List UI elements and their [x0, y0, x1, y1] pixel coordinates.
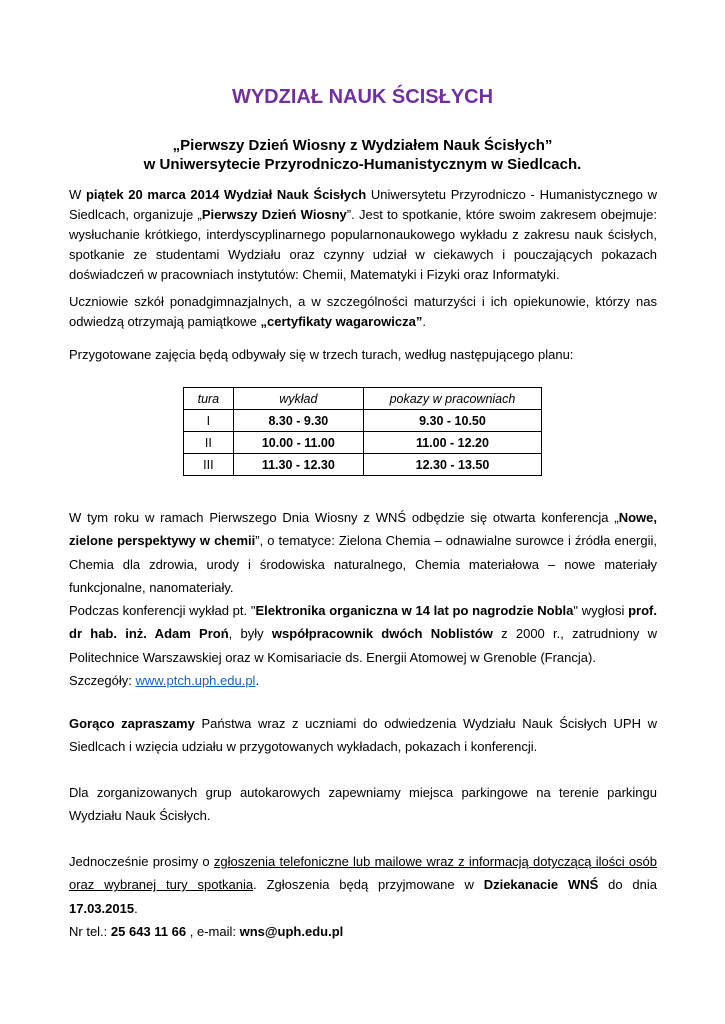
- text: do dnia: [598, 877, 658, 893]
- website-link[interactable]: www.ptch.uph.edu.pl: [135, 673, 256, 689]
- text: , e-mail:: [186, 923, 240, 939]
- cell-pokazy: 11.00 - 12.20: [363, 432, 541, 454]
- text: Uniwersytetu Przyrodniczo - Humanistycznego w Siedlcach, organizuje „: [69, 187, 657, 222]
- certificate-name: „certyfikaty wagarowicza”: [260, 314, 423, 329]
- table-header-row: [184, 388, 542, 410]
- conference-intro: [69, 506, 657, 599]
- event-name: Pierwszy Dzień Wiosny: [201, 207, 347, 222]
- conference-title: Nowe, zielone perspektywy w chemii: [69, 510, 657, 549]
- cell-pokazy: 9.30 - 10.50: [363, 410, 541, 432]
- text: .: [422, 314, 426, 329]
- contact-line: [69, 920, 657, 943]
- text: W: [69, 187, 86, 202]
- event-subtitle: [0, 136, 725, 174]
- schedule-table: [183, 387, 542, 476]
- text: ”. Jest to spotkanie, które swoim zakresem obejmuje: wysłuchanie krótkiego, interdyscyplinarnego popularnonaukowego wykładu z zakresu nauk ścisłych, spotkanie ze studentami Wydziału oraz czynny udział w ciekawych i pouczających pokazach doświadczeń w pracowniach instytutów: Chemii, Matematyki i Fizyki oraz Informatyki.: [69, 207, 657, 282]
- header-pokazy: pokazy w pracowniach: [363, 388, 541, 410]
- text: " wygłosi: [573, 603, 629, 619]
- invitation-paragraph: [69, 712, 657, 759]
- certificate-paragraph: [69, 292, 657, 332]
- event-date: piątek 20 marca 2014 Wydział Nauk Ścisłych: [85, 187, 367, 202]
- lecturer-name: prof. dr hab. inż. Adam Proń: [69, 603, 657, 642]
- text: Podczas konferencji wykład pt. ": [69, 603, 256, 619]
- table-row: [184, 432, 542, 454]
- table-row: [184, 454, 542, 476]
- table-row: [184, 410, 542, 432]
- header-wyklad: wykład: [233, 388, 363, 410]
- text: W tym roku w ramach Pierwszego Dnia Wiosny z WNŚ odbędzie się otwarta konferencja „: [69, 510, 619, 525]
- text: Jednocześnie prosimy o: [69, 854, 214, 869]
- parking-paragraph: Dla zorganizowanych grup autokarowych zapewniamy miejsca parkingowe na terenie parkingu Wydziału Nauk Ścisłych.: [69, 785, 657, 824]
- intro-paragraph: [69, 185, 657, 285]
- lecture-title: Elektronika organiczna w 14 lat po nagrodzie Nobla: [255, 603, 574, 619]
- cell-pokazy: 12.30 - 13.50: [363, 454, 541, 476]
- text: . Zgłoszenia będą przyjmowane w: [253, 877, 484, 893]
- text: Uczniowie szkół ponadgimnazjalnych, a w szczególności maturzyści i ich opiekunowie, którzy nas odwiedzą otrzymają pamiątkowe: [69, 294, 657, 329]
- text: Szczegóły:: [69, 673, 136, 689]
- text: Państwa wraz z uczniami do odwiedzenia Wydziału Nauk Ścisłych UPH w Siedlcach i wzięcia udziału w przygotowanych wykładach, pokazach i konferencji.: [69, 716, 657, 755]
- details-line: [69, 669, 657, 692]
- text: ”, o tematyce: Zielona Chemia – odnawialne surowce i źródła energii, Chemia dla zdrowia, urody i środowiska naturalnego, Chemia materiałowa – nowe materiały funkcjonalne, nanomateriały.: [69, 533, 658, 595]
- registration-request: zgłoszenia telefoniczne lub mailowe wraz z informacją dotyczącą ilości osób oraz wybranej tury spotkania: [69, 854, 658, 893]
- invitation-lead: Gorąco zapraszamy: [69, 716, 195, 731]
- cell-wyklad: 10.00 - 11.00: [233, 432, 363, 454]
- subtitle-line-1: „Pierwszy Dzień Wiosny z Wydziałem Nauk Ścisłych”: [172, 137, 553, 154]
- schedule-intro: Przygotowane zajęcia będą odbywały się w trzech turach, według następującego planu:: [69, 347, 574, 362]
- cell-tura: I: [184, 410, 234, 432]
- page-title: WYDZIAŁ NAUK ŚCISŁYCH: [231, 86, 494, 108]
- registration-info: [69, 850, 657, 920]
- cell-tura: III: [184, 454, 234, 476]
- text: Nr tel.:: [69, 923, 111, 939]
- deadline-date: 17.03.2015: [69, 900, 135, 916]
- conference-paragraph: [69, 506, 657, 692]
- cell-wyklad: 11.30 - 12.30: [233, 454, 363, 476]
- phone-number: 25 643 11 66: [110, 923, 187, 939]
- text: .: [134, 900, 138, 916]
- cell-tura: II: [184, 432, 234, 454]
- header-tura: tura: [184, 388, 234, 410]
- office-name: Dziekanacie WNŚ: [483, 877, 599, 893]
- lecture-info: [69, 599, 657, 669]
- cell-wyklad: 8.30 - 9.30: [233, 410, 363, 432]
- text: , były: [228, 626, 272, 642]
- registration-paragraph: [69, 850, 657, 943]
- email-address: wns@uph.edu.pl: [239, 923, 344, 939]
- subtitle-line-2: w Uniwersytecie Przyrodniczo-Humanistycznym w Siedlcach.: [143, 156, 582, 173]
- lecturer-note: współpracownik dwóch Noblistów: [271, 626, 493, 642]
- text: z 2000 r., zatrudniony w Politechnice Warszawskiej oraz w Komisariacie ds. Energii Atomowej w Grenoble (Francja).: [69, 626, 657, 665]
- text: .: [255, 673, 260, 689]
